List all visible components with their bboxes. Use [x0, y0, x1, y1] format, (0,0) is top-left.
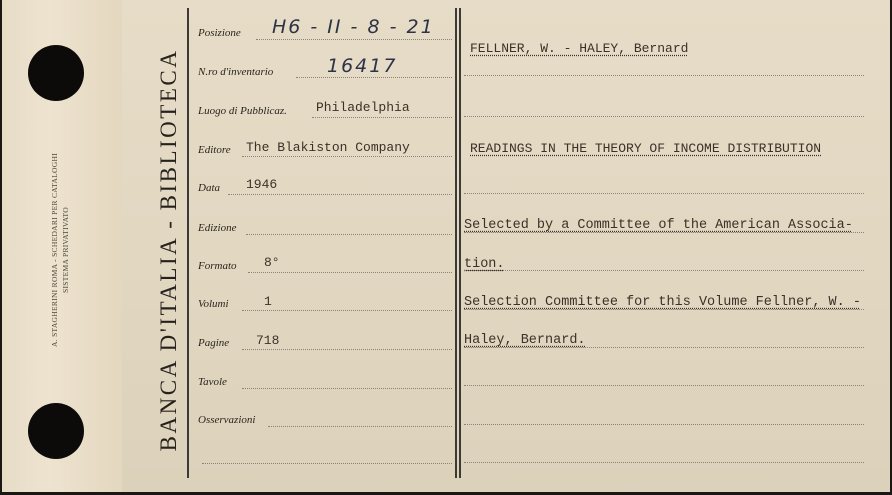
luogo-value: Philadelphia [316, 100, 410, 115]
right-line-2 [464, 116, 864, 117]
osservazioni-label: Osservazioni [198, 414, 256, 426]
edizione-line [246, 234, 452, 235]
formato-label: Formato [198, 260, 237, 272]
divider-left [187, 8, 189, 478]
inventario-line [296, 77, 452, 78]
punch-hole-bottom [28, 403, 84, 459]
catalog-card [2, 0, 890, 492]
inventario-value: 16417 [327, 55, 398, 77]
right-line-1 [464, 75, 864, 76]
volumi-label: Volumi [198, 298, 229, 310]
library-title: BANCA D'ITALIA - BIBLIOTECA [156, 48, 181, 452]
editore-label: Editore [198, 144, 231, 156]
volumi-value: 1 [264, 294, 272, 309]
posizione-label: Posizione [198, 27, 241, 39]
editore-line [242, 156, 452, 157]
pagine-line [242, 349, 452, 350]
book-title: READINGS IN THE THEORY OF INCOME DISTRIBUTION [470, 141, 822, 156]
divider-middle-2 [459, 8, 461, 478]
volumi-line [242, 310, 452, 311]
right-line-6 [464, 309, 864, 310]
tavole-label: Tavole [198, 376, 227, 388]
data-value: 1946 [246, 177, 278, 192]
data-label: Data [198, 182, 220, 194]
printer-imprint-line1: A. STAGHERINI ROMA - SCHEDARI PER CATALOGHI [50, 153, 59, 347]
divider-middle [455, 8, 457, 478]
edizione-label: Edizione [198, 222, 237, 234]
printer-imprint-line2: SISTEMA PRIVATIVATO [61, 207, 70, 293]
card-stub [2, 0, 122, 492]
formato-line [248, 272, 452, 273]
luogo-line [312, 117, 452, 118]
printer-imprint [49, 153, 71, 347]
pagine-value: 718 [256, 333, 280, 348]
editore-value: The Blakiston Company [246, 140, 410, 155]
right-line-8 [464, 385, 864, 386]
pagine-label: Pagine [198, 337, 230, 349]
posizione-line [256, 39, 452, 40]
author-text: FELLNER, W. - HALEY, Bernard [470, 41, 689, 56]
luogo-label: Luogo di Pubblicaz. [198, 105, 287, 117]
right-line-4 [464, 232, 864, 233]
note-line-2: tion. [464, 257, 505, 272]
tavole-line [242, 388, 452, 389]
note-line-4: Haley, Bernard. [464, 333, 586, 348]
right-line-10 [464, 462, 864, 463]
osservazioni-line [268, 426, 452, 427]
inventario-label: N.ro d'inventario [198, 66, 274, 78]
left-blank-line [202, 463, 452, 464]
note-line-1: Selected by a Committee of the American Associa- [464, 218, 853, 233]
right-line-5 [464, 270, 864, 271]
posizione-value: H6 - II - 8 - 21 [272, 16, 435, 38]
right-line-7 [464, 347, 864, 348]
right-line-3 [464, 193, 864, 194]
punch-hole-top [28, 45, 84, 101]
data-line [228, 194, 452, 195]
note-line-3: Selection Committee for this Volume Fellner, W. - [464, 295, 861, 310]
formato-value: 8° [264, 255, 280, 270]
right-line-9 [464, 424, 864, 425]
